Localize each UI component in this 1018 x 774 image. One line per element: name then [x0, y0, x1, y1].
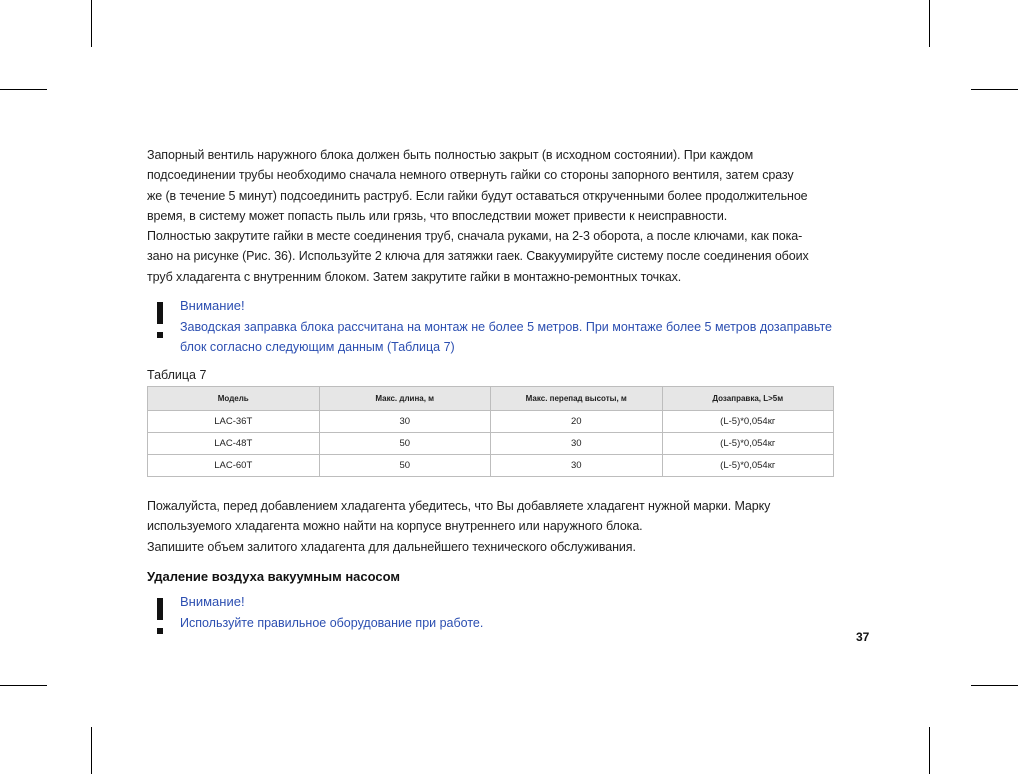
intro-line: Полностью закрутите гайки в месте соединения труб, сначала руками, на 2-3 оборота, а после ключами, как пока-: [147, 229, 803, 244]
notice-title: Внимание!: [180, 298, 245, 314]
intro-line: зано на рисунке (Рис. 36). Используйте 2 ключа для затяжки гаек. Свакуумируйте систему после соединения обоих: [147, 249, 809, 264]
table-cell: LAC-36T: [148, 411, 320, 433]
table-cell: 30: [491, 455, 663, 477]
column-header: Модель: [148, 387, 320, 411]
intro-line: время, в систему может попасть пыль или грязь, что впоследствии может привести к неисправности.: [147, 208, 728, 223]
attention-notice: [147, 296, 847, 357]
after-line: используемого хладагента можно найти на корпусе внутреннего или наружного блока.: [147, 519, 643, 534]
after-line: Пожалуйста, перед добавлением хладагента убедитесь, что Вы добавляете хладагент нужной марки. Марку: [147, 499, 771, 514]
table-cell: 50: [319, 433, 491, 455]
table-cell: 30: [491, 433, 663, 455]
attention-notice: [147, 592, 847, 633]
intro-line: труб хладагента с внутренним блоком. Затем закрутите гайки в монтажно-ремонтных точках.: [147, 269, 682, 284]
notice-title: Внимание!: [180, 594, 245, 610]
crop-mark: [0, 89, 47, 90]
table-row: [148, 411, 834, 433]
after-line: Запишите объем залитого хладагента для дальнейшего технического обслуживания.: [147, 539, 636, 554]
crop-mark: [971, 89, 1018, 90]
crop-mark: [91, 0, 92, 47]
intro-line: же (в течение 5 минут) подсоединить раструб. Если гайки будут оставаться открученными более продолжительное: [147, 188, 808, 203]
refrigerant-table: [147, 386, 834, 477]
table-cell: (L-5)*0,054кг: [662, 433, 834, 455]
table-cell: 50: [319, 455, 491, 477]
crop-mark: [929, 0, 930, 47]
table-cell: LAC-48T: [148, 433, 320, 455]
crop-mark: [91, 727, 92, 774]
notice-line: Используйте правильное оборудование при работе.: [180, 615, 484, 630]
table-header-row: [148, 387, 834, 411]
refrigerant-paragraph: [147, 496, 847, 557]
crop-mark: [929, 727, 930, 774]
intro-line: Запорный вентиль наружного блока должен быть полностью закрыт (в исходном состоянии). При каждом: [147, 148, 754, 162]
table-cell: 30: [319, 411, 491, 433]
page-content: [147, 145, 847, 633]
table-cell: (L-5)*0,054кг: [662, 411, 834, 433]
intro-paragraph: [147, 145, 847, 287]
column-header: Макс. перепад высоты, м: [491, 387, 663, 411]
intro-line: подсоединении трубы необходимо сначала немного отвернуть гайки со стороны запорного вентиля, затем сразу: [147, 168, 794, 183]
table-row: [148, 433, 834, 455]
crop-mark: [0, 685, 47, 686]
column-header: Дозаправка, L>5м: [662, 387, 834, 411]
column-header: Макс. длина, м: [319, 387, 491, 411]
table-caption: Таблица 7: [147, 368, 207, 383]
table-cell: 20: [491, 411, 663, 433]
notice-line: Заводская заправка блока рассчитана на монтаж не более 5 метров. При монтаже более 5 метров дозаправьте: [180, 319, 832, 334]
crop-mark: [971, 685, 1018, 686]
table-cell: LAC-60T: [148, 455, 320, 477]
exclamation-icon: [157, 302, 163, 338]
page-number: 37: [856, 630, 870, 644]
notice-line: блок согласно следующим данным (Таблица 7): [180, 339, 455, 354]
exclamation-icon: [157, 598, 163, 634]
table-cell: (L-5)*0,054кг: [662, 455, 834, 477]
section-heading: Удаление воздуха вакуумным насосом: [147, 569, 401, 585]
table-row: [148, 455, 834, 477]
